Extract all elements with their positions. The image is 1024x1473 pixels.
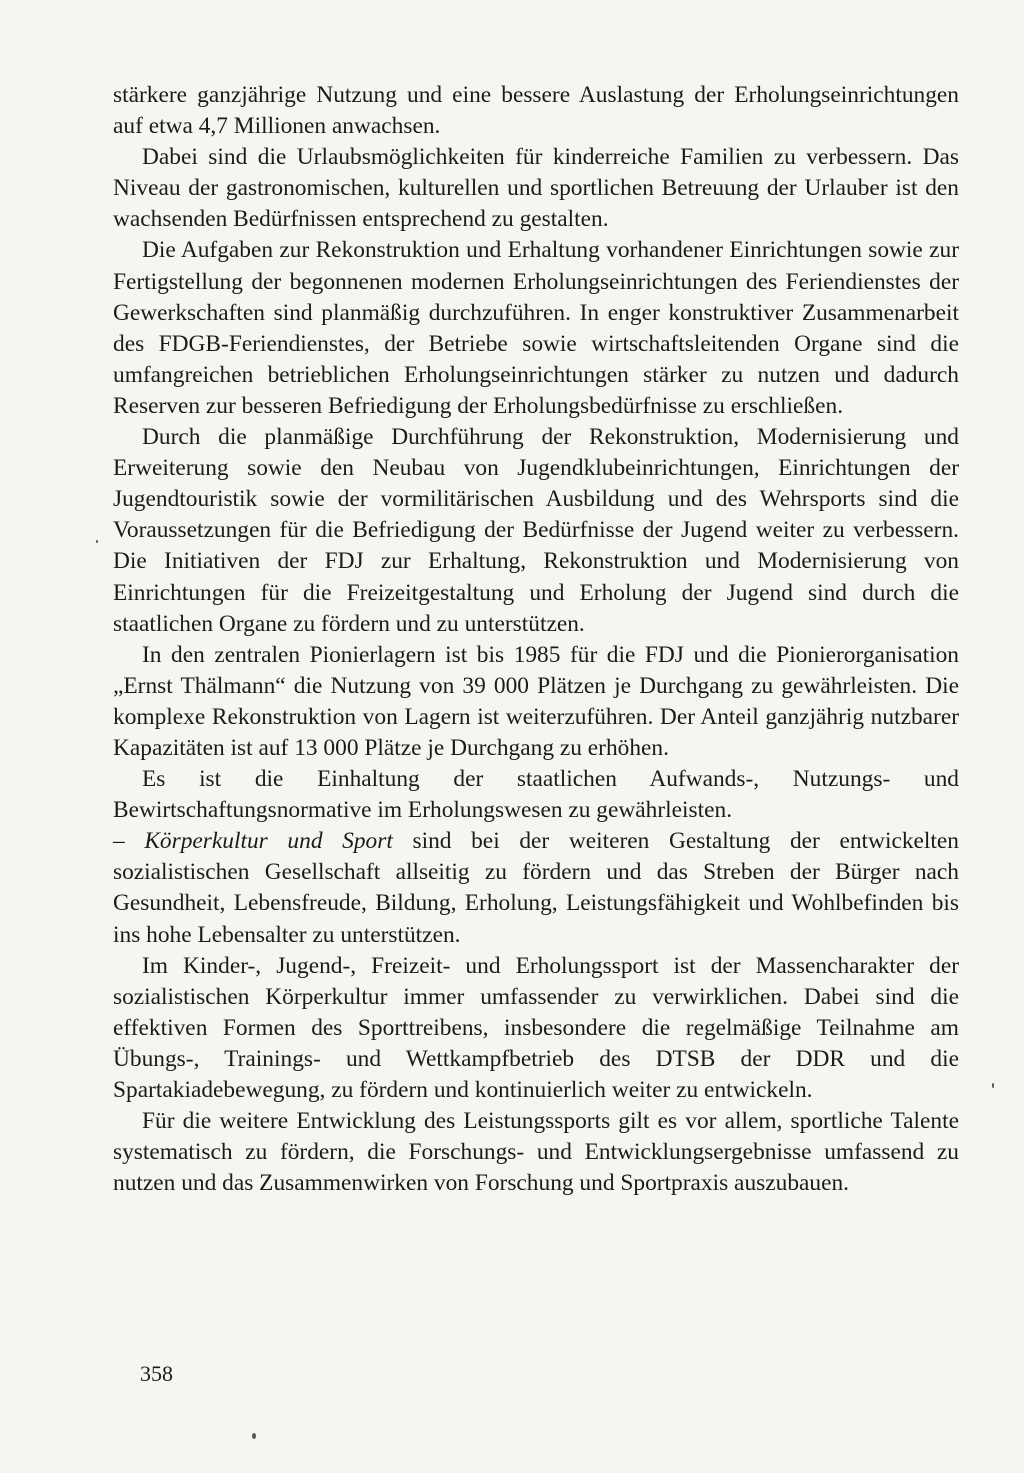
paragraph-5: In den zentralen Pionierlagern ist bis 1985 für die FDJ und die Pionierorganisation „Ernst Thälmann“ die Nutzung von 39 000 Plätzen je Durchgang zu gewährleisten. Die komplexe Rekonstruktion von Lagern ist weiterzuführen. Der Anteil ganzjährig nutzbarer Kapazitäten ist auf 13 000 Plätze je Durchgang zu erhöhen. bbox=[113, 641, 959, 761]
paragraph-4: Durch die planmäßige Durchführung der Rekonstruktion, Modernisierung und Erweiterung sowie den Neubau von Jugendklubeinrichtungen, Einrichtungen der Jugendtouristik sowie der vormilitärischen Ausbildung und des Wehrsports sind die Voraussetzungen für die Befriedigung der Bedürfnisse der Jugend weiter zu verbessern. Die Initiativen der FDJ zur Erhaltung, Rekonstruktion und Modernisierung von Einrichtungen für die Freizeitgestaltung und Erholung der Jugend sind durch die staatlichen Organe zu fördern und zu unterstützen. bbox=[113, 424, 959, 637]
paragraph-2: Dabei sind die Urlaubsmöglichkeiten für kinderreiche Familien zu verbessern. Das Niveau der gastronomischen, kulturellen und sportlichen Betreuung der Urlauber ist den wachsenden Bedürfnissen entsprechend zu gestalten. bbox=[113, 144, 959, 233]
scan-speck bbox=[992, 1083, 994, 1088]
page-number: 358 bbox=[140, 1361, 173, 1386]
document-body bbox=[113, 80, 959, 1199]
paragraph-7 bbox=[113, 826, 959, 950]
paragraph-9: Für die weitere Entwicklung des Leistungssports gilt es vor allem, sportliche Talente systematisch zu fördern, die Forschungs- und Entwicklungsergebnisse umfassend zu nutzen und das Zusammenwirken von Forschung und Sportpraxis auszubauen. bbox=[113, 1108, 959, 1197]
paragraph-6: Es ist die Einhaltung der staatlichen Aufwands-, Nutzungs- und Bewirtschaftungsnormative im Erholungswesen zu gewährleisten. bbox=[113, 766, 959, 824]
scan-speck bbox=[96, 540, 98, 543]
paragraph-7-text: sind bei der weiteren Gestaltung der entwickelten sozialistischen Gesellschaft allseitig zu fördern und das Streben der Bürger nach Gesundheit, Lebensfreude, Bildung, Erholung, Leistungsfähigkeit und Wohlbefinden bis ins hohe Lebensalter zu unterstützen. bbox=[113, 828, 959, 948]
scan-speck bbox=[252, 1433, 256, 1439]
paragraph-7-lead: – Körperkultur und Sport bbox=[113, 828, 393, 855]
paragraph-3: Die Aufgaben zur Rekonstruktion und Erhaltung vorhandener Einrichtungen sowie zur Fertigstellung der begonnenen modernen Erholungseinrichtungen des Feriendienstes der Gewerkschaften sind planmäßig durchzuführen. In enger konstruktiver Zusammenarbeit des FDGB-Feriendienstes, der Betriebe sowie wirtschaftsleitenden Organe sind die umfangreichen betrieblichen Erholungseinrichtungen stärker zu nutzen und dadurch Reserven zur besseren Befriedigung der Erholungsbedürfnisse zu erschließen. bbox=[113, 237, 959, 419]
paragraph-1: stärkere ganzjährige Nutzung und eine bessere Auslastung der Erholungseinrichtungen auf etwa 4,7 Millionen anwachsen. bbox=[113, 82, 959, 140]
paragraph-8: Im Kinder-, Jugend-, Freizeit- und Erholungssport ist der Massencharakter der sozialistischen Körperkultur immer umfassender zu verwirklichen. Dabei sind die effektiven Formen des Sporttreibens, insbesondere die regelmäßige Teilnahme am Übungs-, Trainings- und Wettkampfbetrieb des DTSB der DDR und die Spartakiadebewegung, zu fördern und kontinuierlich weiter zu entwickeln. bbox=[113, 952, 959, 1103]
